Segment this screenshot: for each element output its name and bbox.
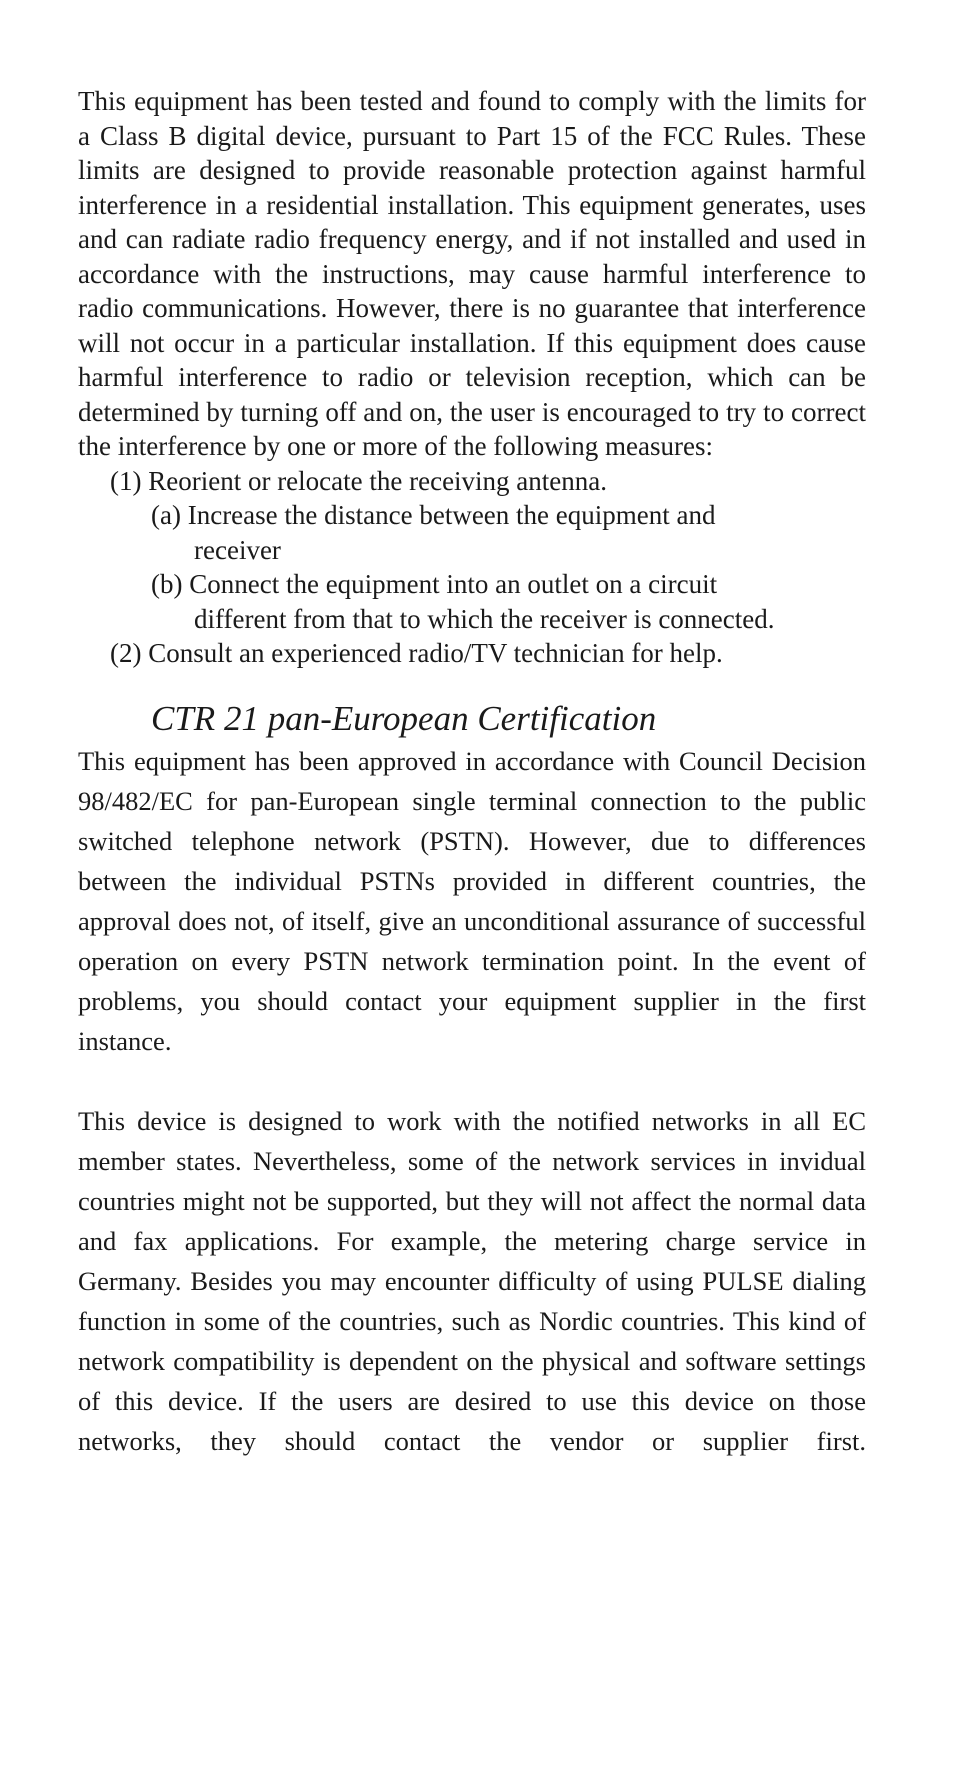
ctr21-paragraph-2: This device is designed to work with the notified networks in all EC member states. Nevertheless, some of the network services in invidual countries might not be supported, but they will not affect the normal data and fax applications. For example, the metering charge service in Germany. Besides you may encounter difficulty of using PULSE dialing function in some of the countries, such as Nordic countries. This kind of network compatibility is dependent on the physical and software settings of this device. If the users are desired to use this device on those networks, they should contact the vendor or supplier first. (78, 1105, 866, 1456)
ctr21-paragraph-1: This equipment has been approved in accordance with Council Decision 98/482/EC for pan-European single terminal connection to the public switched telephone network (PSTN). However, due to differences between the individual PSTNs provided in different countries, the approval does not, of itself, give an unconditional assurance of successful operation on every PSTN network termination point. In the event of problems, you should contact your equipment supplier in the first instance. (78, 745, 866, 1056)
document-page (78, 84, 866, 1461)
interference-measures-list (78, 464, 866, 671)
measure-1b-item (78, 567, 866, 636)
measure-2-item: (2) Consult an experienced radio/TV technician for help. (110, 638, 723, 668)
measure-1-item: (1) Reorient or relocate the receiving antenna. (110, 465, 608, 496)
measure-1a-item (78, 498, 866, 567)
measure-1b-line2: different from that to which the receiver is connected. (194, 603, 775, 634)
measure-1a-line2: receiver (194, 534, 281, 565)
measure-1a-line1: (a) Increase the distance between the equipment and (151, 500, 716, 530)
ctr21-heading: CTR 21 pan-European Certification (151, 698, 657, 738)
fcc-statement-paragraph: This equipment has been tested and found to comply with the limits for a Class B digital device, pursuant to Part 15 of the FCC Rules. These limits are designed to provide reasonable protection against harmful interference in a residential installation. This equipment generates, uses and can radiate radio frequency energy, and if not installed and used in accordance with the instructions, may cause harmful interference to radio communications. However, there is no guarantee that interference will not occur in a particular installation. If this equipment does cause harmful interference to radio or television reception, which can be determined by turning off and on, the user is encouraged to try to correct the interference by one or more of the following measures: (78, 86, 866, 461)
measure-1b-line1: (b) Connect the equipment into an outlet on a circuit (151, 569, 718, 599)
